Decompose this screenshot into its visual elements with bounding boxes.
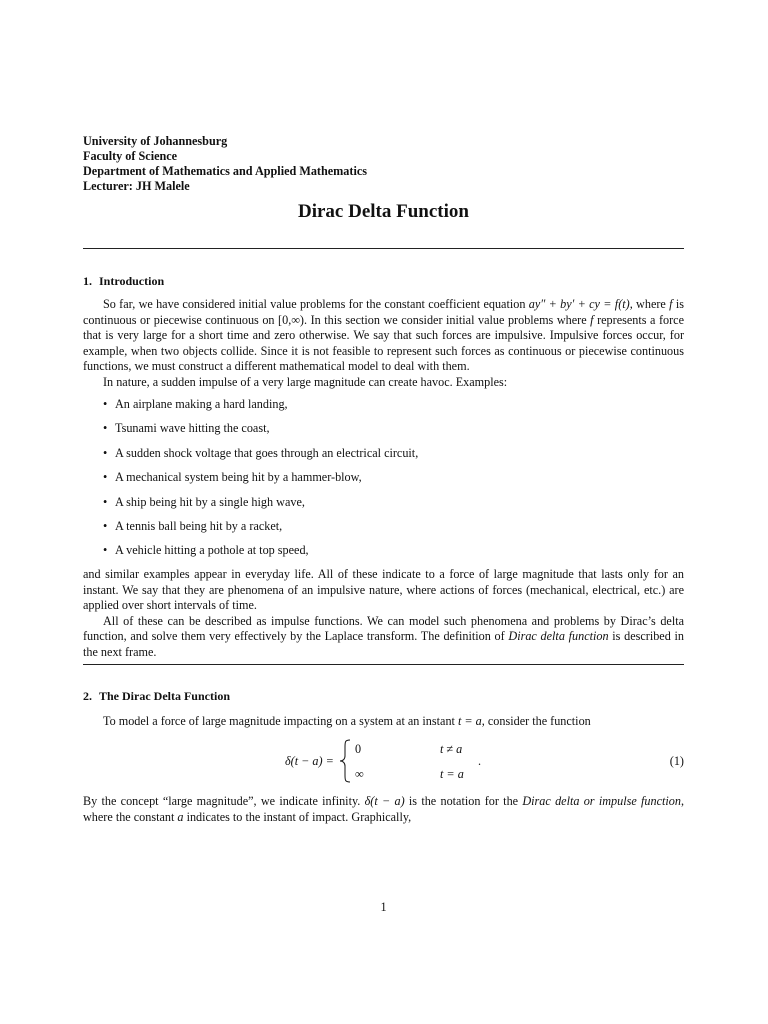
section2-definition bbox=[83, 794, 684, 825]
list-item: • A ship being hit by a single high wave, bbox=[103, 494, 305, 509]
department-name: Department of Mathematics and Applied Mathematics bbox=[83, 164, 368, 178]
equation-number: (1) bbox=[669, 754, 684, 768]
section-title: Introduction bbox=[99, 274, 165, 288]
section2-intro bbox=[83, 714, 684, 730]
equation-period: . bbox=[478, 754, 482, 768]
horizontal-rule bbox=[83, 664, 684, 665]
intro-paragraph-2: In nature, a sudden impulse of a very large magnitude can create havoc. Examples: bbox=[103, 374, 508, 389]
list-item: • A sudden shock voltage that goes through an electrical circuit, bbox=[103, 445, 419, 460]
intro-closing-paragraphs bbox=[83, 567, 684, 661]
list-item: • A vehicle hitting a pothole at top speed, bbox=[103, 543, 309, 558]
lecturer-name: Lecturer: JH Malele bbox=[83, 179, 190, 193]
intro-paragraph-3: and similar examples appear in everyday life. All of these indicate to a force of large magnitude that lasts only for an instant. We say that they are phenomena of an impulsive nature, where actions of forces (mechanical, electrical, etc.) are applied over short intervals of time. bbox=[83, 567, 684, 613]
left-brace-icon bbox=[339, 739, 351, 783]
faculty-name: Faculty of Science bbox=[83, 149, 178, 163]
section-number: 1. bbox=[83, 274, 92, 288]
case-condition: t = a bbox=[440, 767, 464, 781]
case-value: 0 bbox=[355, 742, 362, 756]
section-number: 2. bbox=[83, 689, 92, 703]
case-value: ∞ bbox=[355, 767, 364, 781]
bullet-icon: • bbox=[103, 470, 108, 485]
bullet-icon: • bbox=[103, 421, 108, 436]
bullet-icon: • bbox=[103, 397, 108, 411]
document-title: Dirac Delta Function bbox=[298, 201, 469, 222]
section2-paragraph-1: To model a force of large magnitude impacting on a system at an instant t = a, consider the function bbox=[103, 714, 591, 728]
page-number: 1 bbox=[380, 900, 387, 914]
dirac-delta-equation bbox=[83, 736, 684, 786]
bullet-icon: • bbox=[103, 494, 108, 509]
bullet-icon: • bbox=[103, 518, 108, 533]
section-heading-introduction bbox=[83, 274, 164, 289]
section-heading-dirac-delta bbox=[83, 689, 230, 704]
section-title: The Dirac Delta Function bbox=[99, 689, 230, 703]
section2-paragraph-2: By the concept “large magnitude”, we indicate infinity. δ(t − a) is the notation for the Dirac delta or impulse function, where the constant a indicates to the instant of impact. Graphically, bbox=[83, 794, 685, 824]
list-item: • A tennis ball being hit by a racket, bbox=[103, 518, 283, 533]
list-item: • A mechanical system being hit by a hammer-blow, bbox=[103, 470, 362, 485]
bullet-icon: • bbox=[103, 543, 108, 558]
examples-list bbox=[83, 397, 684, 568]
intro-paragraphs bbox=[83, 297, 684, 391]
university-name: University of Johannesburg bbox=[83, 134, 228, 148]
equation-lhs: δ(t − a) = bbox=[285, 754, 334, 768]
bullet-icon: • bbox=[103, 445, 108, 460]
intro-paragraph-1: So far, we have considered initial value problems for the constant coefficient equation ay″ + by′ + cy = f(t), where f is continuous or piecewise continuous on [0,∞). In this section we consider initial value problems where f represents a force that is very large for a short time and zero otherwise. We say that such forces are impulsive. Impulsive forces occur, for example, when two objects collide. Since it is not feasible to represent such forces as continuous or piecewise continuous functions, we must construct a different mathematical model to deal with them. bbox=[83, 297, 685, 374]
document-header bbox=[83, 134, 367, 194]
list-item: • Tsunami wave hitting the coast, bbox=[103, 421, 270, 436]
ode-equation: ay″ + by′ + cy = f(t), bbox=[528, 297, 633, 311]
horizontal-rule bbox=[83, 248, 684, 249]
list-item: • An airplane making a hard landing, bbox=[103, 397, 288, 411]
case-condition: t ≠ a bbox=[440, 742, 463, 756]
intro-paragraph-4: All of these can be described as impulse functions. We can model such phenomena and problems by Dirac’s delta function, and solve them very effectively by the Laplace transform. The definition of Dirac delta function is described in the next frame. bbox=[83, 613, 685, 659]
